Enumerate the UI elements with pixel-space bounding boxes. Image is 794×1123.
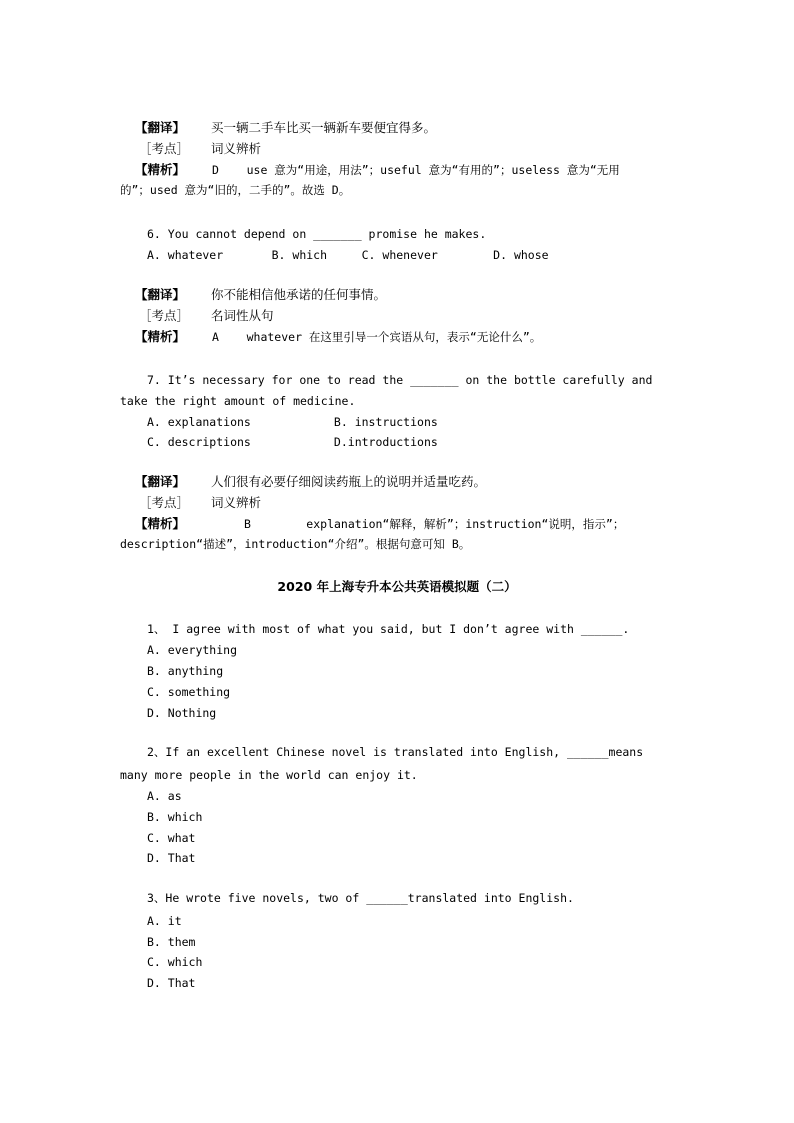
q5-analysis-line1: D use 意为“用途，用法”；useful 意为“有用的”；useless 意为“无用 [212, 163, 620, 177]
q6-question: 6. You cannot depend on _______ promise he makes. [147, 227, 487, 241]
label-analysis: 【精析】 [135, 329, 186, 344]
label-translation: 【翻译】 [135, 120, 186, 135]
s2-q2-option-a: A. as [147, 789, 182, 803]
q6-translation: 你不能相信他承诺的任何事情。 [211, 287, 387, 302]
label-point: ［考点］ [139, 308, 190, 323]
s2-q2-question-line1: 2、If an excellent Chinese novel is translated into English, ______means [147, 745, 644, 759]
label-translation: 【翻译】 [135, 287, 186, 302]
q7-analysis-line1: B explanation“解释，解析”；instruction“说明，指示”； [244, 517, 625, 531]
s2-q1-question: 1、 I agree with most of what you said, but I don’t agree with ______. [147, 622, 630, 636]
q6-options: A. whatever B. which C. whenever D. whose [147, 248, 549, 262]
s2-q3-option-a: A. it [147, 914, 182, 928]
q7-translation: 人们很有必要仔细阅读药瓶上的说明并适量吃药。 [211, 474, 487, 489]
s2-q3-option-c: C. which [147, 955, 203, 969]
q7-question-line2: take the right amount of medicine. [120, 394, 356, 408]
q7-analysis-line2: description“描述”，introduction“介绍”。根据句意可知 B。 [120, 537, 471, 551]
s2-q3-option-b: B. them [147, 935, 196, 949]
s2-q1-option-b: B. anything [147, 664, 224, 678]
s2-q3-option-d: D. That [147, 976, 196, 990]
label-point: ［考点］ [139, 141, 190, 156]
label-point: ［考点］ [139, 495, 190, 510]
q6-analysis: A whatever 在这里引导一个宾语从句，表示“无论什么”。 [212, 330, 542, 344]
q7-options-line1: A. explanations B. instructions [147, 415, 438, 429]
s2-q2-question-line2: many more people in the world can enjoy it. [120, 768, 418, 782]
label-analysis: 【精析】 [135, 162, 186, 177]
s2-q1-option-d: D. Nothing [147, 706, 217, 720]
q7-point: 词义辨析 [211, 495, 262, 510]
q5-translation: 买一辆二手车比买一辆新车要便宜得多。 [211, 120, 437, 135]
section-title: 2020 年上海专升本公共英语模拟题（二） [277, 579, 517, 594]
label-analysis: 【精析】 [135, 516, 186, 531]
q7-options-line2: C. descriptions D.introductions [147, 435, 438, 449]
q5-point: 词义辨析 [211, 141, 262, 156]
q6-point: 名词性从句 [211, 308, 274, 323]
s2-q3-question: 3、He wrote five novels, two of ______translated into English. [147, 891, 574, 905]
label-translation: 【翻译】 [135, 474, 186, 489]
s2-q2-option-b: B. which [147, 810, 203, 824]
q5-analysis-line2: 的”；used 意为“旧的，二手的”。故选 D。 [120, 183, 351, 197]
s2-q2-option-c: C. what [147, 831, 196, 845]
s2-q2-option-d: D. That [147, 851, 196, 865]
s2-q1-option-a: A. everything [147, 643, 238, 657]
s2-q1-option-c: C. something [147, 685, 231, 699]
q7-question-line1: 7. It’s necessary for one to read the _______ on the bottle carefully and [147, 373, 653, 387]
